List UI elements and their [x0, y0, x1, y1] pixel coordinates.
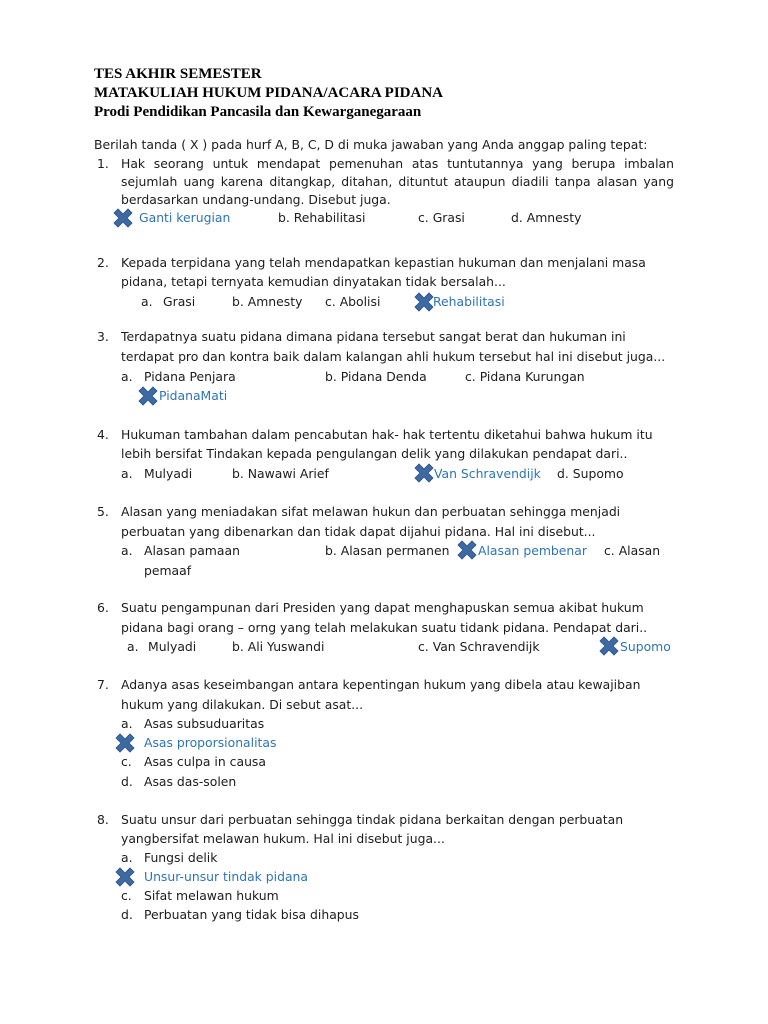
question-text: Terdapatnya suatu pidana dimana pidana tersebut sangat berat dan hukuman ini [121, 329, 626, 344]
option-d[interactable]: d. Supomo [557, 466, 624, 481]
question-text: berdasarkan undang-undang. Disebut juga. [121, 192, 391, 207]
question-text: Kepada terpidana yang telah mendapatkan kepastian hukuman dan menjalani masa [121, 255, 646, 270]
option-a[interactable]: Mulyadi [144, 466, 193, 481]
option-c[interactable]: c. Grasi [418, 210, 465, 225]
option-letter: c. [121, 888, 132, 903]
question-text: Suatu pengampunan dari Presiden yang dapat menghapuskan semua akibat hukum [121, 600, 644, 615]
option-c[interactable]: c. Van Schravendijk [418, 639, 540, 654]
option-letter: a. [127, 639, 139, 654]
option-b[interactable]: b. Rehabilitasi [278, 210, 366, 225]
option-c-selected[interactable]: Alasan pembenar [478, 543, 587, 558]
option-letter: d. [121, 907, 133, 922]
question-text: terdapat pro dan kontra baik dalam kalangan ahli hukum tersebut hal ini disebut juga... [121, 349, 666, 364]
question-text: pidana bagi orang – orng yang telah melakukan suatu tidank pidana. Pendapat dari.. [121, 620, 648, 635]
question-number: 7. [97, 677, 109, 692]
course-title: MATAKULIAH HUKUM PIDANA/ACARA PIDANA [94, 85, 444, 101]
option-c[interactable]: c. Pidana Kurungan [465, 369, 585, 384]
x-mark-icon [455, 538, 479, 562]
x-mark-icon [597, 634, 621, 658]
question-number: 4. [97, 427, 109, 442]
question-number: 6. [97, 600, 109, 615]
x-mark-icon [113, 731, 137, 755]
program-title: Prodi Pendidikan Pancasila dan Kewarganegaraan [94, 104, 422, 120]
option-a[interactable]: Grasi [163, 294, 196, 309]
option-d-selected[interactable]: PidanaMati [159, 388, 228, 403]
question-text: hukum yang dilakukan. Di sebut asat... [121, 697, 364, 712]
question-text: pidana, tetapi ternyata kemudian dinyatakan tidak bersalah... [121, 274, 506, 289]
option-letter: a. [121, 850, 133, 865]
question-number: 1. [97, 156, 109, 171]
option-c[interactable]: Asas culpa in causa [144, 754, 266, 769]
option-d[interactable]: Perbuatan yang tidak bisa dihapus [144, 907, 359, 922]
question-text: Suatu unsur dari perbuatan sehingga tindak pidana berkaitan dengan perbuatan [121, 812, 624, 827]
option-letter: d. [121, 774, 133, 789]
option-letter: c. [121, 754, 132, 769]
option-d-continued: pemaaf [144, 563, 192, 578]
option-b[interactable]: b. Amnesty [232, 294, 303, 309]
question-text: Alasan yang meniadakan sifat melawan hukun dan perbuatan sehingga menjadi [121, 504, 621, 519]
option-a[interactable]: Mulyadi [148, 639, 197, 654]
option-d[interactable]: c. Alasan [604, 543, 661, 558]
option-b-selected[interactable]: Asas proporsionalitas [144, 735, 277, 750]
option-a[interactable]: Asas subsuduaritas [144, 716, 265, 731]
option-letter: a. [121, 369, 133, 384]
exam-title: TES AKHIR SEMESTER [94, 66, 262, 82]
option-b[interactable]: b. Ali Yuswandi [232, 639, 325, 654]
option-b[interactable]: b. Nawawi Arief [232, 466, 329, 481]
option-b[interactable]: b. Alasan permanen [325, 543, 450, 558]
option-c[interactable]: Sifat melawan hukum [144, 888, 279, 903]
question-text: Hak seorang untuk mendapat pemenuhan atas tuntutannya yang berupa imbalan [121, 156, 674, 171]
option-letter: a. [141, 294, 153, 309]
option-d[interactable]: d. Amnesty [511, 210, 582, 225]
question-text: perbuatan yang dibenarkan dan tidak dapat dijahui pidana. Hal ini disebut... [121, 524, 596, 539]
question-number: 3. [97, 329, 109, 344]
question-number: 5. [97, 504, 109, 519]
question-number: 8. [97, 812, 109, 827]
option-a[interactable]: Alasan pamaan [144, 543, 240, 558]
x-mark-icon [113, 865, 137, 889]
question-text: Hukuman tambahan dalam pencabutan hak- hak tertentu diketahui bahwa hukum itu [121, 427, 653, 442]
option-b[interactable]: b. Pidana Denda [325, 369, 427, 384]
question-text: sejumlah uang karena ditangkap, ditahan, dituntut ataupun diadili tanpa alasan yang [121, 174, 674, 189]
option-d-selected[interactable]: Supomo [620, 639, 671, 654]
option-letter: a. [121, 543, 133, 558]
option-a[interactable]: Fungsi delik [144, 850, 218, 865]
option-letter: a. [121, 716, 133, 731]
x-mark-icon [111, 206, 135, 230]
option-d-selected[interactable]: Rehabilitasi [433, 294, 505, 309]
question-text: Adanya asas keseimbangan antara kepentingan hukum yang dibela atau kewajiban [121, 677, 641, 692]
question-text: yangbersifat melawan hukum. Hal ini disebut juga... [121, 831, 445, 846]
option-a[interactable]: Pidana Penjara [144, 369, 236, 384]
x-mark-icon [412, 461, 436, 485]
x-mark-icon [136, 384, 160, 408]
option-c-selected[interactable]: Van Schravendijk [434, 466, 541, 481]
option-c[interactable]: c. Abolisi [325, 294, 381, 309]
option-b-selected[interactable]: Unsur-unsur tindak pidana [144, 869, 308, 884]
question-number: 2. [97, 255, 109, 270]
question-text: lebih bersifat Tindakan kepada pengulangan delik yang dilakukan pendapat dari.. [121, 446, 628, 461]
option-a-selected[interactable]: Ganti kerugian [139, 210, 231, 225]
instruction-text: Berilah tanda ( X ) pada hurf A, B, C, D di muka jawaban yang Anda anggap paling tepat: [94, 137, 648, 152]
option-letter: a. [121, 466, 133, 481]
option-d[interactable]: Asas das-solen [144, 774, 237, 789]
